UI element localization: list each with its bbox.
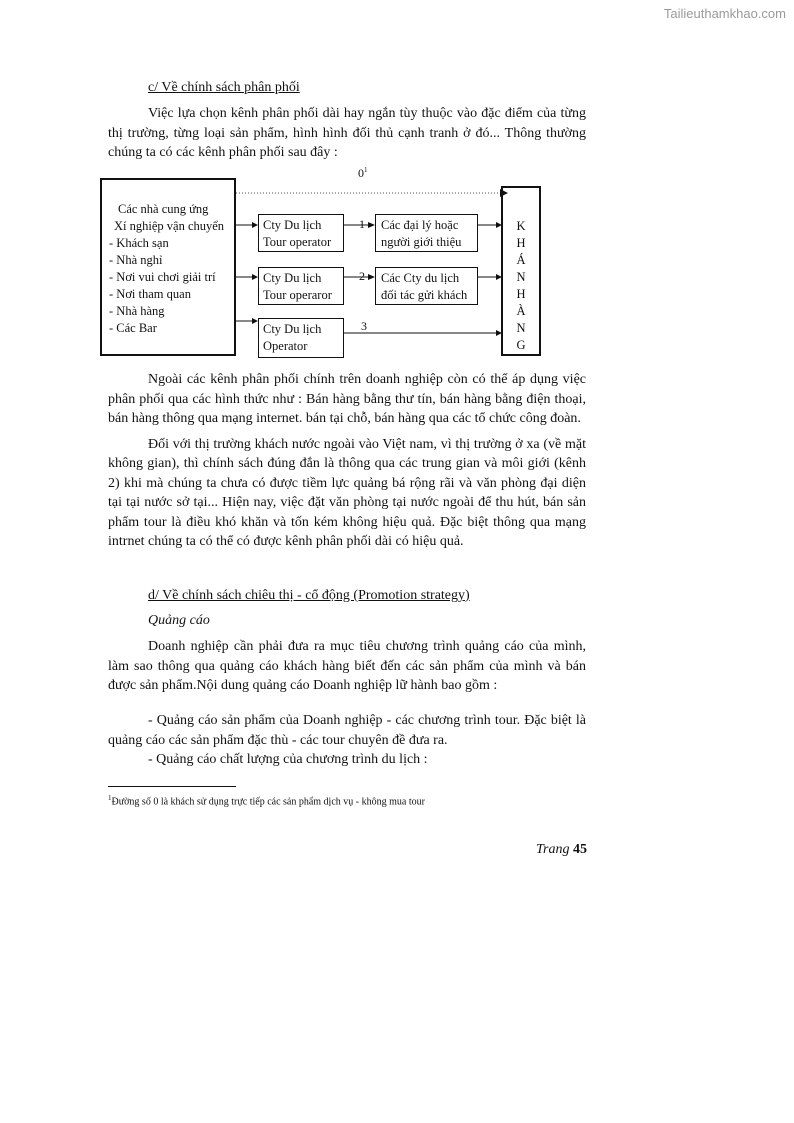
footnote-text: Đường số 0 là khách sử dụng trực tiếp các sản phẩm dịch vụ - không mua tour	[111, 796, 425, 808]
row2-agent-line2: đối tác gửi khách	[381, 288, 468, 302]
customer-letter: N	[516, 270, 526, 284]
page-label: Trang	[536, 842, 570, 857]
supplier-item: - Nhà hàng	[109, 304, 165, 318]
row1-company-box	[258, 214, 344, 252]
advertising-bullet-2: - Quảng cáo chất lượng của chương trình du lịch :	[148, 752, 428, 767]
row1-company-arrowhead	[368, 222, 375, 228]
customer-letter: H	[516, 287, 526, 301]
supplier-item: - Nơi tham quan	[109, 287, 191, 301]
row1-channel-number: 1	[359, 217, 365, 231]
section-c-intro	[108, 104, 586, 163]
page-number	[536, 842, 587, 858]
customer-letter: N	[516, 321, 526, 335]
row1-agent-line2: người giới thiệu	[381, 235, 462, 249]
customer-letter: H	[516, 236, 526, 250]
row3-channel-number: 3	[361, 319, 367, 333]
footnote	[108, 794, 425, 807]
row2-agent-line1: Các Cty du lịch	[381, 271, 460, 285]
channel-0-label	[358, 166, 368, 181]
row1-company-line1: Cty Du lịch	[263, 218, 322, 232]
advertising-intro-paragraph: Doanh nghiệp cần phải đưa ra mục tiêu chương trình quảng cáo của mình, làm sao thông qua quảng cáo khách hàng biết đến các sản phẩm của mình và bán được sản phẩm.Nội dung quảng cáo Doanh nghiệp lữ hành bao gồm :	[108, 639, 586, 693]
section-d-heading: d/ Về chính sách chiêu thị - cổ động (Promotion strategy)	[148, 588, 470, 603]
customer-letter: K	[516, 219, 526, 233]
footnote-rule	[108, 786, 236, 787]
intro-paragraph: Việc lựa chọn kênh phân phối dài hay ngắn tùy thuộc vào đặc điểm của từng thị trường, từng loại sản phẩm, hình hình đối thủ cạnh tranh ở đó... Thông thường chúng ta có các kênh phân phối sau đây :	[108, 106, 586, 160]
distribution-diagram	[100, 168, 544, 360]
supplier-item: - Các Bar	[109, 321, 157, 335]
section-c-heading: c/ Về chính sách phân phối	[148, 80, 300, 95]
row1-company-line2: Tour operator	[263, 235, 332, 249]
channel-0-number: 0	[358, 166, 364, 180]
other-channels-paragraph: Ngoài các kênh phân phối chính trên doanh nghiệp còn có thể áp dụng việc phân phối qua các hình thức như : Bán hàng bằng thư tín, bán hàng bằng điện thoại, bán hàng thông qua mạng internet. bán tại chỗ, bán hàng qua các tổ chức công đoàn.	[108, 372, 586, 426]
suppliers-title-1: Các nhà cung ứng	[118, 202, 209, 216]
row2-company-arrowhead	[368, 274, 375, 280]
body-text-block	[108, 370, 586, 552]
row2-company-line1: Cty Du lịch	[263, 271, 322, 285]
page-number-value: 45	[572, 842, 587, 857]
row3-company-line1: Cty Du lịch	[263, 322, 322, 336]
section-d-intro	[108, 637, 586, 696]
row3-company-line2: Operator	[263, 339, 308, 353]
customer-letter: G	[516, 338, 526, 352]
customer-letter: Á	[516, 253, 526, 267]
suppliers-title-2: Xí nghiệp vận chuyển	[114, 219, 225, 233]
row3-company-box	[258, 318, 344, 358]
row1-agent-line1: Các đại lý hoặc	[381, 218, 459, 232]
advertising-bullets	[108, 711, 586, 770]
footnote-mark: 1	[108, 794, 112, 802]
advertising-subheading: Quảng cáo	[148, 613, 210, 628]
row2-channel-number: 2	[359, 269, 365, 283]
supplier-item: - Khách sạn	[109, 236, 169, 250]
customer-letter: À	[516, 304, 526, 318]
row2-company-line2: Tour operaror	[263, 288, 332, 302]
foreign-market-paragraph: Đối với thị trường khách nước ngoài vào Việt nam, vì thị trường ở xa (về mặt không gian), thì chính sách đúng đắn là thông qua các trung gian và môi giới (kênh 2) khi mà chúng ta chưa có được tiềm lực quảng bá rộng rãi và văn phòng đại diện tại tại nước sở tại... Hiện nay, việc đặt văn phòng tại nước ngoài để thu hút, bán sản phẩm tour là điều khó khăn và tốn kém không hiệu quả. Đặc biệt thông qua mạng intrnet chúng ta có thể có được kênh phân phối dài có hiệu quả.	[108, 436, 586, 549]
supplier-item: - Nơi vui chơi giải trí	[109, 270, 216, 284]
watermark: Tailieuthamkhao.com	[663, 6, 786, 21]
suppliers-box	[100, 178, 236, 356]
advertising-bullet-1: - Quảng cáo sản phẩm của Doanh nghiệp - các chương trình tour. Đặc biệt là quảng cáo các sản phẩm đặc thù - các tour chuyên đề đưa ra.	[108, 713, 586, 748]
row1-agent-box	[375, 214, 478, 252]
channel-0-footnote-ref: 1	[364, 166, 368, 174]
supplier-item: - Nhà nghỉ	[109, 253, 163, 267]
customer-box	[501, 186, 541, 356]
row2-company-box	[258, 267, 344, 305]
row2-agent-box	[375, 267, 478, 305]
